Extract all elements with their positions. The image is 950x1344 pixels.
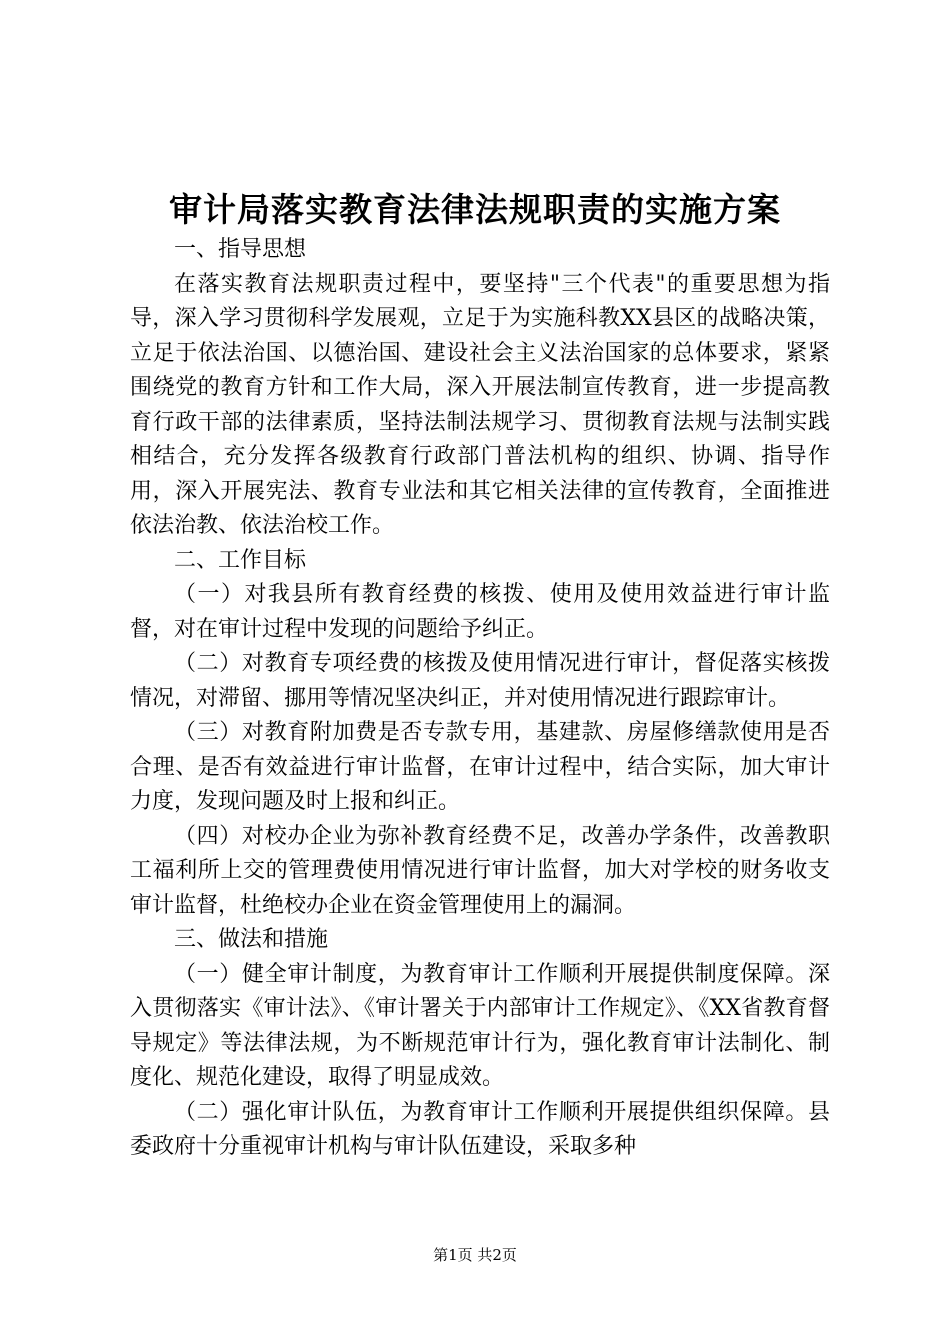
- paragraph-guiding-ideology: 在落实教育法规职责过程中，要坚持"三个代表"的重要思想为指导，深入学习贯彻科学发展观，立足于为实施科教XX县区的战略决策，立足于依法治国、以德治国、建设社会主义法治国家的总体要求，紧紧围绕党的教育方针和工作大局，深入开展法制宣传教育，进一步提高教育行政干部的法律素质，坚持法制法规学习、贯彻教育法规与法制实践相结合，充分发挥各级教育行政部门普法机构的组织、协调、指导作用，深入开展宪法、教育专业法和其它相关法律的宣传教育，全面推进依法治教、依法治校工作。: [130, 271, 830, 538]
- page-footer: 第1页 共2页: [433, 1246, 517, 1264]
- section-heading-work-goals: 二、工作目标: [174, 547, 307, 573]
- paragraph-goal-1: （一）对我县所有教育经费的核拨、使用及使用效益进行审计监督，对在审计过程中发现的问题给予纠正。: [130, 582, 830, 642]
- paragraph-goal-3: （三）对教育附加费是否专款专用，基建款、房屋修缮款使用是否合理、是否有效益进行审计监督，在审计过程中，结合实际，加大审计力度，发现问题及时上报和纠正。: [130, 720, 830, 814]
- document-title: 审计局落实教育法律法规职责的实施方案: [169, 190, 781, 229]
- paragraph-goal-4: （四）对校办企业为弥补教育经费不足，改善办学条件，改善教职工福利所上交的管理费使用情况进行审计监督，加大对学校的财务收支审计监督，杜绝校办企业在资金管理使用上的漏洞。: [130, 823, 830, 918]
- paragraph-measure-2: （二）强化审计队伍，为教育审计工作顺利开展提供组织保障。县委政府十分重视审计机构与审计队伍建设，采取多种: [130, 1099, 830, 1159]
- document-body: [130, 233, 830, 1165]
- paragraph-goal-2: （二）对教育专项经费的核拨及使用情况进行审计，督促落实核拨情况，对滞留、挪用等情况坚决纠正，并对使用情况进行跟踪审计。: [130, 651, 830, 711]
- section-heading-guiding-ideology: 一、指导思想: [174, 237, 307, 262]
- paragraph-measure-1: （一）健全审计制度，为教育审计工作顺利开展提供制度保障。深入贯彻落实《审计法》、《审计署关于内部审计工作规定》、《XX省教育督导规定》等法律法规，为不断规范审计行为，强化教育审计法制化、制度化、规范化建设，取得了明显成效。: [130, 961, 830, 1090]
- section-heading-measures: 三、做法和措施: [174, 927, 329, 952]
